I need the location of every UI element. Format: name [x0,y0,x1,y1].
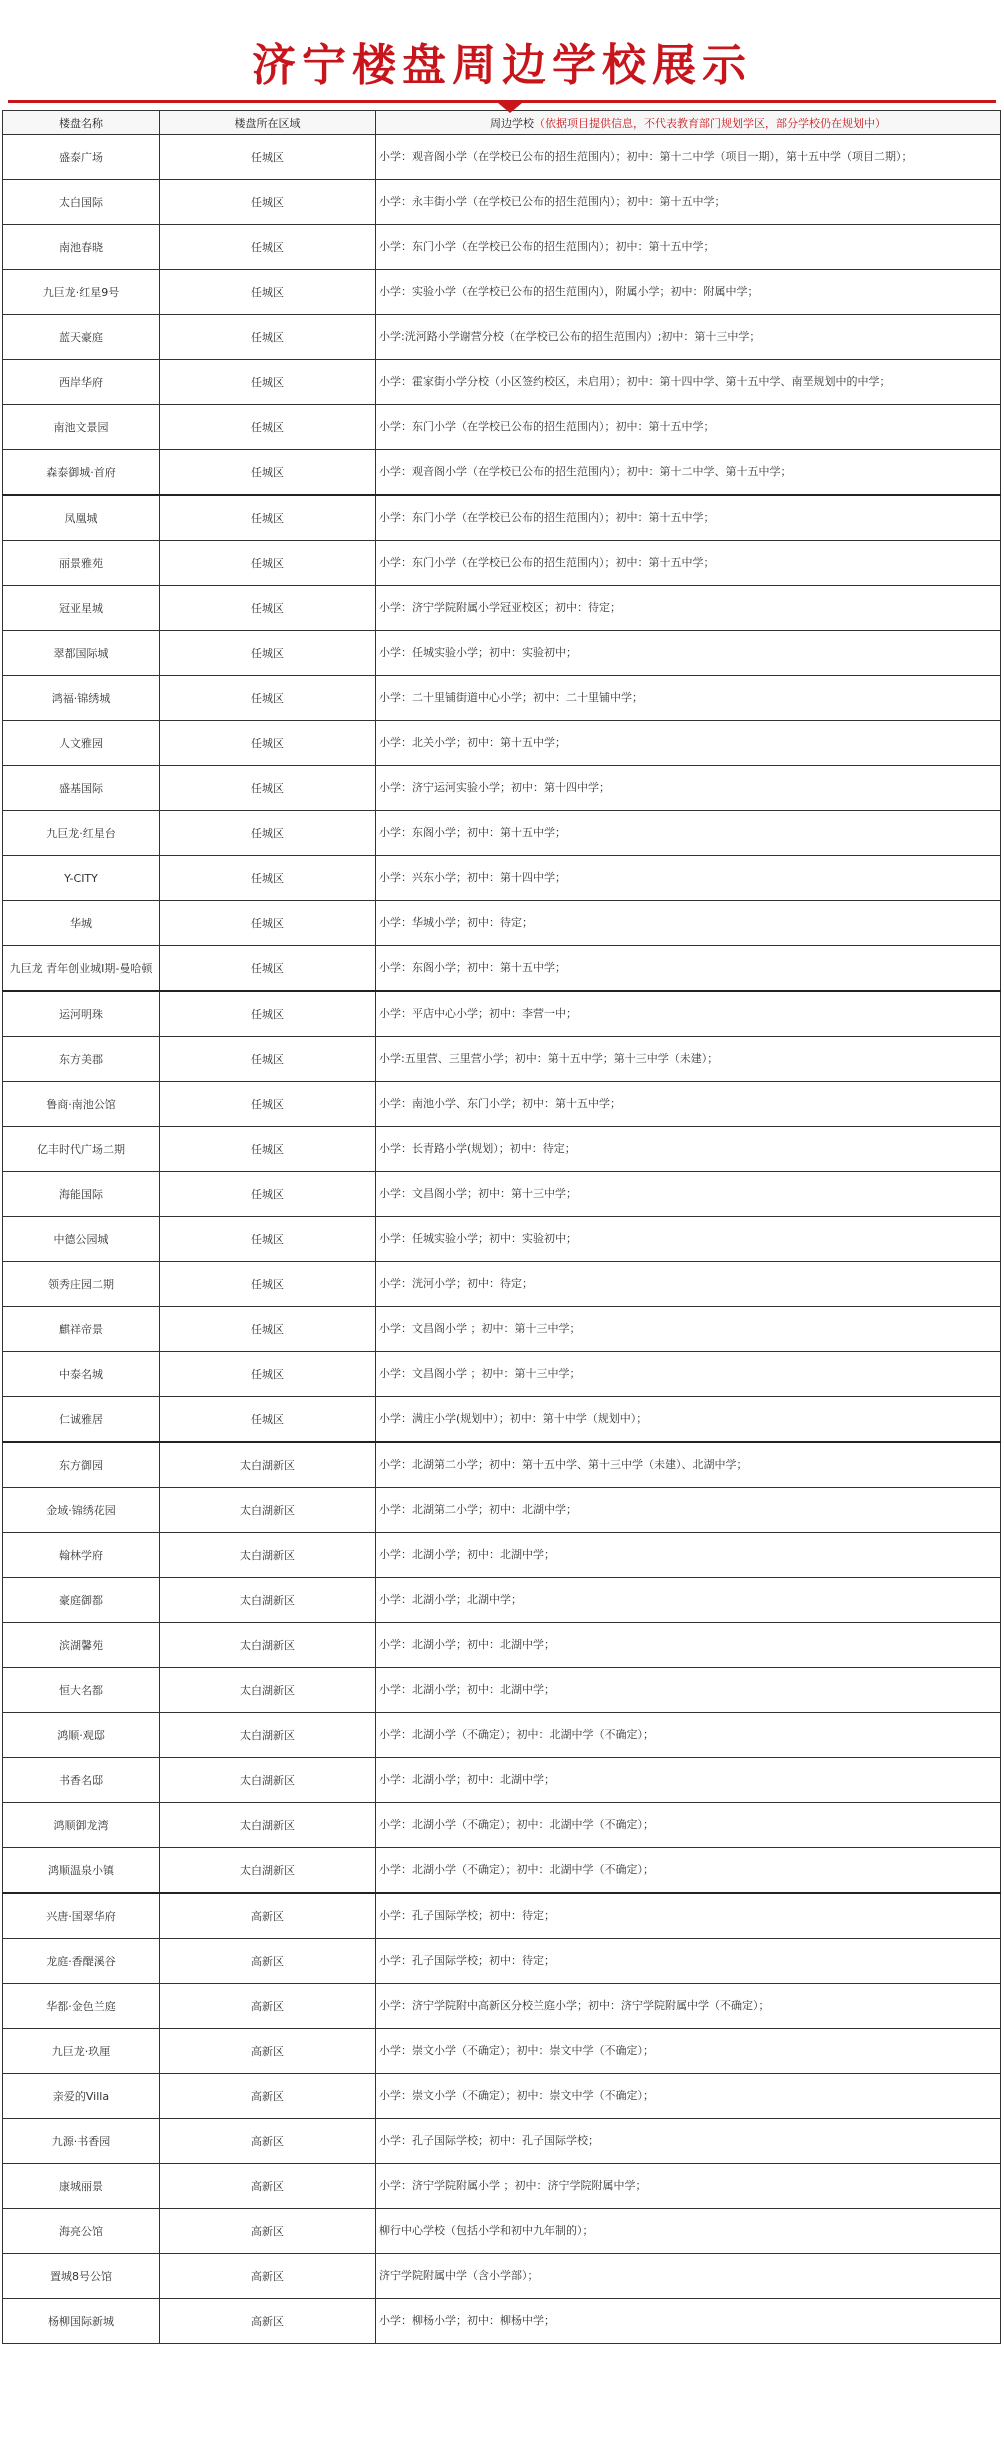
table-row [3,721,1001,766]
cell-name: 西岸华府 [3,360,160,405]
cell-name: 海亮公馆 [3,2209,160,2254]
cell-schools: 小学：东门小学（在学校已公布的招生范围内）；初中：第十五中学； [376,225,1001,270]
cell-district: 太白湖新区 [160,1578,376,1623]
table-row [3,766,1001,811]
cell-schools: 小学：华城小学；初中：待定； [376,901,1001,946]
cell-schools: 小学：济宁运河实验小学；初中：第十四中学； [376,766,1001,811]
cell-schools: 小学：济宁学院附属小学冠亚校区；初中：待定； [376,586,1001,631]
cell-name: 鸿顺御龙湾 [3,1803,160,1848]
cell-schools: 小学：东门小学（在学校已公布的招生范围内）；初中：第十五中学； [376,405,1001,450]
cell-name: Y-CITY [3,856,160,901]
table-row [3,1442,1001,1488]
cell-name: 九巨龙·红星9号 [3,270,160,315]
table-row [3,1217,1001,1262]
cell-schools: 小学：北湖小学；初中：北湖中学； [376,1533,1001,1578]
cell-district: 任城区 [160,991,376,1037]
cell-district: 任城区 [160,541,376,586]
cell-schools: 小学：北湖第二小学；初中：北湖中学； [376,1488,1001,1533]
cell-schools: 小学：北湖小学（不确定）；初中：北湖中学（不确定）； [376,1713,1001,1758]
table-row [3,1172,1001,1217]
cell-name: 龙庭·香醍溪谷 [3,1939,160,1984]
cell-district: 任城区 [160,180,376,225]
cell-district: 太白湖新区 [160,1442,376,1488]
cell-district: 高新区 [160,2029,376,2074]
table-header-row [3,111,1001,135]
cell-name: 鸿顺·观邸 [3,1713,160,1758]
table-row [3,1848,1001,1894]
table-row [3,1668,1001,1713]
cell-name: 领秀庄园二期 [3,1262,160,1307]
cell-district: 太白湖新区 [160,1713,376,1758]
cell-schools: 小学：东阁小学；初中：第十五中学； [376,811,1001,856]
table-row [3,405,1001,450]
table-row [3,586,1001,631]
cell-name: 华城 [3,901,160,946]
cell-district: 任城区 [160,946,376,992]
cell-name: 华都·金色兰庭 [3,1984,160,2029]
cell-name: 金域·锦绣花园 [3,1488,160,1533]
header-schools [376,111,1001,135]
table-row [3,1397,1001,1443]
cell-district: 任城区 [160,676,376,721]
table-row [3,2074,1001,2119]
table-row [3,2119,1001,2164]
cell-schools: 小学：霍家街小学分校（小区签约校区，未启用）；初中：第十四中学、第十五中学、南垩规划中的中学； [376,360,1001,405]
cell-name: 滨湖馨苑 [3,1623,160,1668]
table-row [3,1758,1001,1803]
table-row [3,270,1001,315]
table-row [3,1713,1001,1758]
cell-district: 高新区 [160,2164,376,2209]
cell-district: 任城区 [160,135,376,180]
cell-schools: 小学：孔子国际学校；初中：孔子国际学校； [376,2119,1001,2164]
cell-district: 太白湖新区 [160,1623,376,1668]
table-row [3,2299,1001,2344]
cell-schools: 小学:五里营、三里营小学；初中：第十五中学；第十三中学（未建）； [376,1037,1001,1082]
cell-schools: 小学：崇文小学（不确定）；初中：崇文中学（不确定）； [376,2074,1001,2119]
cell-schools: 小学：满庄小学(规划中）；初中：第十中学（规划中）； [376,1397,1001,1443]
cell-schools: 小学：济宁学院附属小学 ；初中：济宁学院附属中学； [376,2164,1001,2209]
table-row [3,1984,1001,2029]
table-row [3,1082,1001,1127]
table-row [3,1307,1001,1352]
cell-name: 森泰御城·首府 [3,450,160,496]
table-row [3,1578,1001,1623]
table-row [3,1127,1001,1172]
header-note: （依据项目提供信息，不代表教育部门规划学区，部分学校仍在规划中） [534,116,886,130]
cell-name: 东方美郡 [3,1037,160,1082]
cell-district: 任城区 [160,495,376,541]
cell-district: 任城区 [160,766,376,811]
cell-name: 凤凰城 [3,495,160,541]
cell-schools: 小学：崇文小学（不确定）；初中：崇文中学（不确定）； [376,2029,1001,2074]
cell-name: 运河明珠 [3,991,160,1037]
cell-district: 高新区 [160,2209,376,2254]
cell-district: 高新区 [160,2119,376,2164]
cell-district: 高新区 [160,2299,376,2344]
cell-name: 冠亚星城 [3,586,160,631]
cell-district: 高新区 [160,1939,376,1984]
cell-district: 任城区 [160,811,376,856]
cell-district: 太白湖新区 [160,1758,376,1803]
cell-name: 豪庭御都 [3,1578,160,1623]
cell-name: 中德公园城 [3,1217,160,1262]
cell-name: 人文雅园 [3,721,160,766]
table-row [3,991,1001,1037]
cell-name: 杨柳国际新城 [3,2299,160,2344]
table-row [3,1533,1001,1578]
cell-district: 任城区 [160,1037,376,1082]
cell-district: 太白湖新区 [160,1848,376,1894]
cell-schools: 济宁学院附属中学（含小学部）； [376,2254,1001,2299]
cell-district: 任城区 [160,586,376,631]
table-row [3,856,1001,901]
header-name: 楼盘名称 [3,111,160,135]
cell-name: 置城8号公馆 [3,2254,160,2299]
cell-schools: 小学：二十里铺街道中心小学；初中：二十里铺中学； [376,676,1001,721]
cell-schools: 小学：洸河小学；初中：待定； [376,1262,1001,1307]
cell-schools: 小学：东阁小学；初中：第十五中学； [376,946,1001,992]
table-row [3,1803,1001,1848]
cell-schools: 小学：北湖小学（不确定）；初中：北湖中学（不确定）； [376,1848,1001,1894]
cell-name: 九源·书香园 [3,2119,160,2164]
cell-schools: 柳行中心学校（包括小学和初中九年制的）； [376,2209,1001,2254]
table-row [3,2209,1001,2254]
cell-name: 鸿福·锦绣城 [3,676,160,721]
cell-schools: 小学：文昌阁小学；初中：第十三中学； [376,1172,1001,1217]
table-row [3,1352,1001,1397]
table-row [3,541,1001,586]
cell-name: 中泰名城 [3,1352,160,1397]
cell-name: 盛基国际 [3,766,160,811]
cell-district: 任城区 [160,315,376,360]
cell-district: 高新区 [160,1984,376,2029]
table-row [3,225,1001,270]
cell-name: 麒祥帝景 [3,1307,160,1352]
cell-schools: 小学：任城实验小学；初中：实验初中； [376,1217,1001,1262]
table-row [3,315,1001,360]
table-row [3,2029,1001,2074]
cell-schools: 小学：济宁学院附中高新区分校兰庭小学；初中：济宁学院附属中学（不确定）； [376,1984,1001,2029]
cell-name: 翠都国际城 [3,631,160,676]
cell-district: 任城区 [160,1127,376,1172]
cell-schools: 小学：文昌阁小学 ；初中：第十三中学； [376,1307,1001,1352]
cell-schools: 小学：北湖小学（不确定）；初中：北湖中学（不确定）； [376,1803,1001,1848]
cell-schools: 小学：文昌阁小学 ；初中：第十三中学； [376,1352,1001,1397]
cell-name: 翰林学府 [3,1533,160,1578]
table-row [3,946,1001,992]
cell-district: 任城区 [160,1262,376,1307]
cell-name: 仁诚雅居 [3,1397,160,1443]
cell-schools: 小学：观音阁小学（在学校已公布的招生范围内）；初中：第十二中学、第十五中学； [376,450,1001,496]
cell-schools: 小学:洸河路小学谢营分校（在学校已公布的招生范围内）;初中：第十三中学； [376,315,1001,360]
cell-district: 高新区 [160,2074,376,2119]
cell-district: 高新区 [160,2254,376,2299]
cell-district: 任城区 [160,631,376,676]
school-table [2,110,1001,2344]
cell-schools: 小学：兴东小学；初中：第十四中学； [376,856,1001,901]
cell-district: 任城区 [160,225,376,270]
cell-name: 太白国际 [3,180,160,225]
table-row [3,1939,1001,1984]
cell-schools: 小学：东门小学（在学校已公布的招生范围内）；初中：第十五中学； [376,541,1001,586]
cell-schools: 小学：观音阁小学（在学校已公布的招生范围内）；初中：第十二中学（项目一期），第十五中学（项目二期）； [376,135,1001,180]
cell-district: 任城区 [160,901,376,946]
table-row [3,811,1001,856]
cell-name: 康城丽景 [3,2164,160,2209]
cell-name: 东方御园 [3,1442,160,1488]
table-row [3,2164,1001,2209]
table-row [3,631,1001,676]
cell-schools: 小学：北关小学；初中：第十五中学； [376,721,1001,766]
page-title: 济宁楼盘周边学校展示 [252,40,752,91]
cell-name: 南池春晓 [3,225,160,270]
cell-schools: 小学：北湖第二小学；初中：第十五中学、第十三中学（未建）、北湖中学； [376,1442,1001,1488]
table-row [3,450,1001,496]
cell-schools: 小学：永丰街小学（在学校已公布的招生范围内）；初中：第十五中学； [376,180,1001,225]
cell-name: 书香名邸 [3,1758,160,1803]
cell-district: 任城区 [160,1352,376,1397]
table-row [3,676,1001,721]
table-row [3,360,1001,405]
cell-name: 恒大名都 [3,1668,160,1713]
cell-schools: 小学：孔子国际学校；初中：待定； [376,1939,1001,1984]
cell-district: 太白湖新区 [160,1488,376,1533]
table-row [3,1262,1001,1307]
cell-name: 丽景雅苑 [3,541,160,586]
table-row [3,2254,1001,2299]
cell-name: 九巨龙 青年创业城I期-曼哈顿 [3,946,160,992]
cell-district: 任城区 [160,1172,376,1217]
cell-district: 高新区 [160,1893,376,1939]
cell-name: 兴唐·国翠华府 [3,1893,160,1939]
header-schools-label: 周边学校 [490,116,534,130]
cell-schools: 小学：实验小学（在学校已公布的招生范围内），附属小学；初中：附属中学； [376,270,1001,315]
cell-district: 任城区 [160,1217,376,1262]
table-row [3,1623,1001,1668]
cell-schools: 小学：任城实验小学；初中：实验初中； [376,631,1001,676]
cell-name: 九巨龙·玖厘 [3,2029,160,2074]
cell-schools: 小学：北湖小学；初中：北湖中学； [376,1758,1001,1803]
cell-district: 任城区 [160,450,376,496]
cell-name: 盛泰广场 [3,135,160,180]
cell-schools: 小学：柳杨小学；初中：柳杨中学； [376,2299,1001,2344]
cell-district: 任城区 [160,270,376,315]
cell-schools: 小学：长青路小学(规划）；初中：待定； [376,1127,1001,1172]
cell-district: 任城区 [160,856,376,901]
cell-district: 任城区 [160,721,376,766]
cell-name: 九巨龙·红星台 [3,811,160,856]
cell-district: 任城区 [160,1307,376,1352]
cell-name: 鸿顺温泉小镇 [3,1848,160,1894]
cell-schools: 小学：北湖小学；初中：北湖中学； [376,1668,1001,1713]
cell-name: 蓝天豪庭 [3,315,160,360]
table-row [3,901,1001,946]
title-arrow-icon [498,103,522,113]
cell-schools: 小学：孔子国际学校；初中：待定； [376,1893,1001,1939]
cell-district: 太白湖新区 [160,1803,376,1848]
cell-name: 亿丰时代广场二期 [3,1127,160,1172]
header-district: 楼盘所在区域 [160,111,376,135]
table-body [3,135,1001,2344]
cell-name: 海能国际 [3,1172,160,1217]
cell-schools: 小学：平店中心小学；初中：李营一中； [376,991,1001,1037]
table-row [3,180,1001,225]
cell-district: 太白湖新区 [160,1533,376,1578]
page-header [0,0,1004,110]
cell-name: 亲爱的Villa [3,2074,160,2119]
table-row [3,1893,1001,1939]
table-row [3,1488,1001,1533]
table-row [3,495,1001,541]
cell-district: 任城区 [160,1397,376,1443]
cell-schools: 小学：南池小学、东门小学；初中：第十五中学； [376,1082,1001,1127]
cell-district: 任城区 [160,405,376,450]
cell-schools: 小学：北湖小学；北湖中学； [376,1578,1001,1623]
cell-district: 任城区 [160,1082,376,1127]
table-row [3,135,1001,180]
cell-district: 任城区 [160,360,376,405]
cell-name: 南池文景园 [3,405,160,450]
cell-name: 鲁商·南池公馆 [3,1082,160,1127]
table-row [3,1037,1001,1082]
cell-schools: 小学：北湖小学；初中：北湖中学； [376,1623,1001,1668]
cell-district: 太白湖新区 [160,1668,376,1713]
cell-schools: 小学：东门小学（在学校已公布的招生范围内）；初中：第十五中学； [376,495,1001,541]
